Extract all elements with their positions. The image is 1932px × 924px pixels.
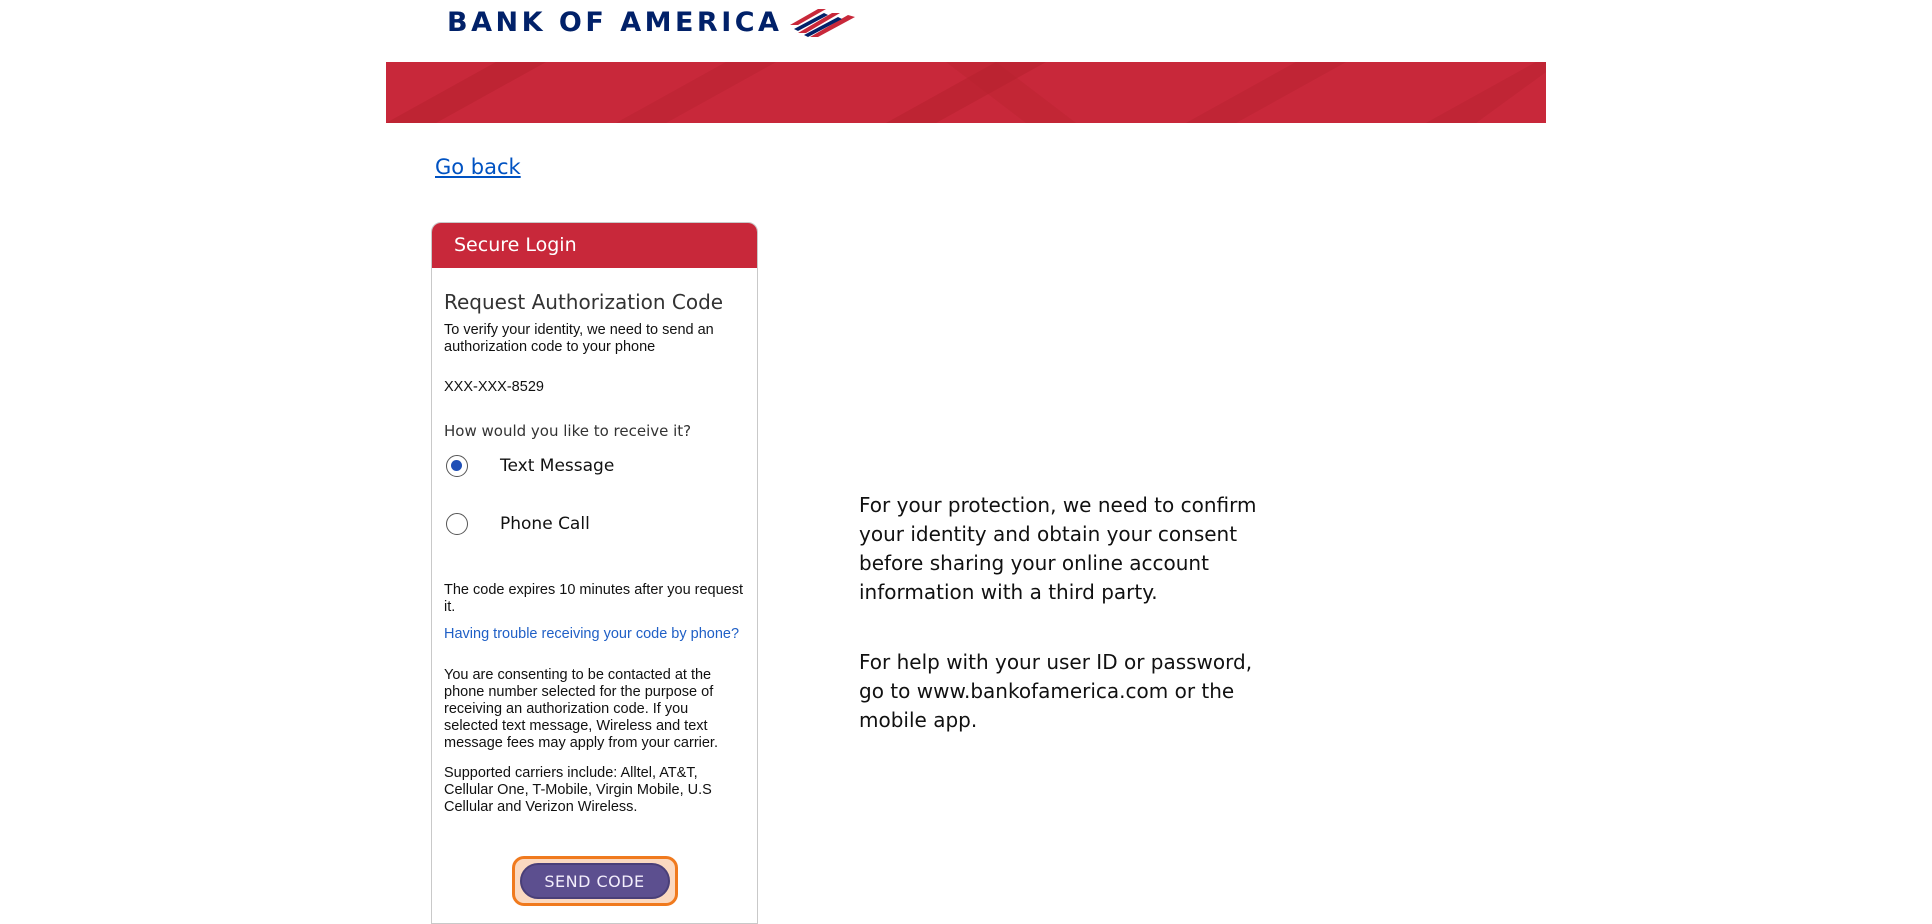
protection-text: For your protection, we need to confirm your identity and obtain your consent before sharing your online account information with a third party. bbox=[859, 493, 1257, 604]
expiry-text: The code expires 10 minutes after you request it. bbox=[444, 582, 744, 615]
phone-call-radio[interactable] bbox=[446, 513, 468, 535]
card-body bbox=[432, 290, 757, 906]
header-banner bbox=[386, 62, 1546, 123]
logo-text: BANK OF AMERICA bbox=[447, 6, 783, 38]
card-title: Request Authorization Code bbox=[444, 290, 724, 314]
send-code-button[interactable]: SEND CODE bbox=[520, 863, 670, 899]
phone-number: XXX-XXX-8529 bbox=[444, 379, 544, 395]
carriers-text: Supported carriers include: Alltel, AT&T, Cellular One, T-Mobile, Virgin Mobile, U.S Cellular and Verizon Wireless. bbox=[444, 765, 712, 815]
phone-call-label[interactable]: Phone Call bbox=[500, 514, 590, 534]
option-text-message[interactable] bbox=[446, 448, 745, 484]
go-back-link[interactable]: Go back bbox=[435, 155, 521, 179]
verify-text: To verify your identity, we need to send an authorization code to your phone bbox=[444, 322, 714, 355]
option-phone-call[interactable] bbox=[446, 506, 745, 542]
consent-text: You are consenting to be contacted at the phone number selected for the purpose of receiving an authorization code. If you selected text message, Wireless and text message fees may apply from your carrier. bbox=[444, 667, 718, 751]
help-text: For help with your user ID or password, go to www.bankofamerica.com or the mobile app. bbox=[859, 650, 1253, 732]
banner-pattern bbox=[386, 62, 1546, 123]
bank-logo[interactable] bbox=[447, 2, 856, 42]
delivery-question: How would you like to receive it? bbox=[444, 422, 692, 440]
flag-logo-icon bbox=[788, 3, 856, 41]
text-message-radio[interactable] bbox=[446, 455, 468, 477]
text-message-label[interactable]: Text Message bbox=[500, 456, 615, 476]
secure-login-card bbox=[431, 222, 758, 924]
trouble-link[interactable]: Having trouble receiving your code by phone? bbox=[444, 626, 740, 642]
card-header: Secure Login bbox=[432, 223, 757, 268]
